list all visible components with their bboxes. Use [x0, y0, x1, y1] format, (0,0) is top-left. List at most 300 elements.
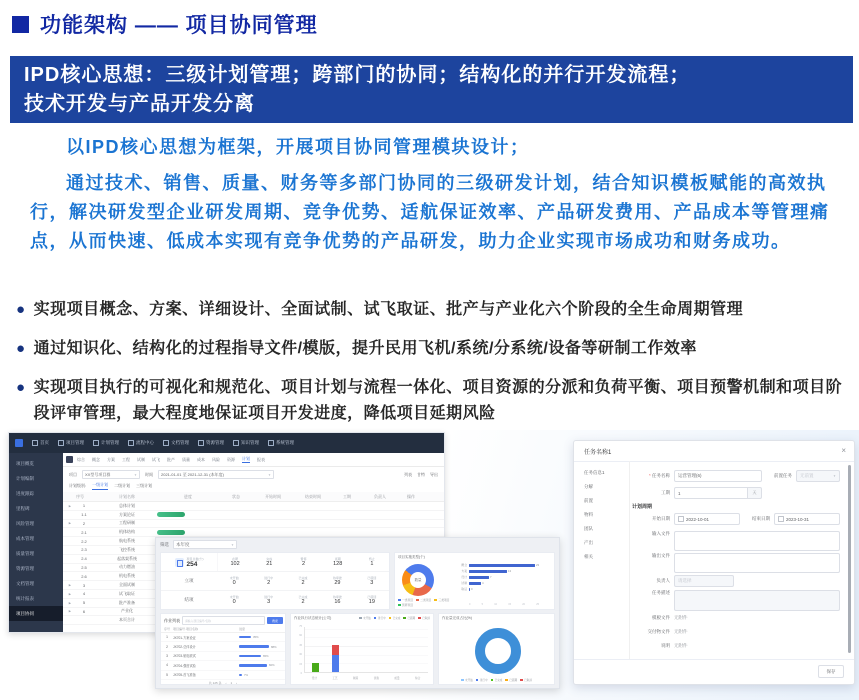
row-number: 2.1: [81, 529, 87, 535]
workload-donut-panel: [438, 613, 555, 685]
stat-cell: [251, 595, 285, 606]
app1-tab[interactable]: 风险: [212, 456, 220, 462]
duration-unit: 天: [748, 487, 762, 499]
dashboard-filter-select[interactable]: 本年度 ▼: [173, 540, 237, 549]
table-header-cell: 计划名称: [119, 493, 135, 499]
legend-swatch: [359, 617, 362, 620]
nav-module-icon: [32, 440, 38, 446]
app1-tab[interactable]: 质量: [182, 456, 190, 462]
view-link[interactable]: 列表: [404, 471, 412, 477]
stat-label: 暂停: [300, 556, 307, 561]
app1-nav-item[interactable]: [128, 440, 154, 446]
stat-label: 进行中: [264, 575, 274, 580]
task-form: [630, 461, 846, 660]
worklist-row-no: 1: [166, 635, 168, 640]
worklist-row[interactable]: [161, 652, 285, 661]
stat-value: 16: [334, 599, 341, 606]
worklist-row-no: 5: [166, 672, 168, 677]
app1-filter-row: [63, 467, 444, 481]
output-files-label: 输出文件: [652, 553, 670, 558]
progress-cell: [157, 504, 219, 509]
legend-swatch: [403, 617, 406, 620]
stat-value: 29: [334, 580, 341, 587]
app1-sidebar-item[interactable]: 统计报表: [16, 596, 34, 601]
app1-sidebar-item[interactable]: 质量管理: [16, 551, 34, 556]
legend-item: [374, 616, 386, 620]
expand-triangle-icon[interactable]: ▶: [68, 609, 71, 614]
intro-p2: 通过技术、销售、质量、财务等多部门协同的三级研发计划，结合知识模板赋能的高效执行，解决研发型企业研发周期、竞争优势、适航保证效率、产品研发费用、产品成本等管理痛点，从而快速、低成本实现有竞争优势的产品研发，助力企业实现市场成功和财务成功。: [30, 173, 830, 251]
dialog-menu-item[interactable]: 分解: [584, 484, 593, 489]
stat-label: 已完成: [298, 575, 308, 580]
bar-slot: [326, 627, 347, 672]
axis-tick: 25: [536, 603, 539, 606]
type-legend: [398, 598, 454, 607]
stat-cell: [320, 576, 354, 587]
hbar-label: 概念: [461, 563, 467, 567]
stat-cell: [217, 595, 251, 606]
start-date-input[interactable]: 2022-10-01: [674, 513, 740, 525]
owner-input[interactable]: 请选择: [674, 575, 734, 587]
worklist-search-button[interactable]: 搜索: [267, 617, 283, 624]
legend-item: [398, 598, 413, 602]
bar-slot: [346, 627, 367, 672]
total-value: 254: [186, 560, 198, 568]
app1-nav-item[interactable]: [93, 440, 119, 446]
dialog-menu-item[interactable]: 物料: [584, 512, 593, 517]
worklist-row[interactable]: [161, 642, 285, 651]
progress-bar: [157, 530, 185, 535]
legend-label: 预研项目: [402, 603, 414, 607]
title-row: [12, 9, 318, 39]
table-header-cell: 开始时间: [265, 493, 281, 499]
bullet-list: [14, 297, 848, 440]
legend-label: 已完成: [494, 679, 503, 682]
nav-module-icon: [163, 440, 169, 446]
filter1-label: 项目: [69, 471, 77, 477]
row-number: 4: [82, 591, 86, 597]
banner-line2: 技术开发与产品开发分离: [24, 93, 255, 115]
app1-sidebar-item[interactable]: 项目概览: [16, 461, 34, 466]
stat-value: 128: [333, 561, 343, 568]
legend-swatch: [505, 679, 508, 682]
pagination-page[interactable]: 1: [230, 681, 233, 686]
nav-item-label: 项目管理: [66, 440, 84, 445]
bullet-item: [14, 375, 848, 427]
nav-item-label: 文档管理: [171, 440, 189, 445]
pre-task-select[interactable]: 无前置 ▼: [796, 470, 840, 482]
legend-label: 进行中: [479, 679, 488, 682]
row-number: 2.4: [81, 556, 87, 562]
plan-level-3[interactable]: 三级计划: [136, 483, 153, 488]
app1-sidebar-item[interactable]: 资源管理: [16, 566, 34, 571]
progress-bar: [157, 512, 185, 517]
stats-row-start: [161, 572, 389, 591]
bar-segment-green: [312, 663, 319, 672]
hbar-label: 试制: [461, 581, 467, 585]
row-number: 1.1: [81, 512, 87, 518]
legend-label: 已超期: [509, 679, 518, 682]
app1-sidebar-item[interactable]: 进度跟踪: [16, 491, 34, 496]
row3-label: 结项: [184, 597, 194, 602]
app1-view-links: [404, 472, 438, 478]
axis-category: 工艺: [332, 677, 338, 680]
axis-category: 试验: [373, 677, 379, 680]
owner-label: 负责人: [656, 578, 670, 583]
expand-triangle-icon[interactable]: ▶: [68, 583, 71, 588]
axis-tick: 10: [494, 603, 497, 606]
progress-cell: [157, 530, 219, 535]
app1-tab[interactable]: 批产: [167, 456, 175, 462]
dialog-footer: [574, 659, 854, 684]
dialog-menu-item[interactable]: 前置: [584, 498, 593, 503]
worklist-progress-pct: 88%: [271, 644, 277, 649]
chevron-down-icon: ▼: [268, 472, 271, 477]
worklist-row[interactable]: [161, 633, 285, 642]
stat-label: 待审批: [332, 594, 342, 599]
app1-tab[interactable]: 成本: [197, 456, 205, 462]
axis-tick: 30: [299, 653, 302, 657]
plan-name: 起落架系统: [117, 555, 137, 561]
view-link[interactable]: 甘特: [417, 471, 425, 477]
hbar: [469, 582, 481, 585]
bullet-text: 实现项目概念、方案、详细设计、全面试制、试飞取证、批产与产业化六个阶段的全生命周期管理: [33, 301, 744, 318]
legend-item: [398, 603, 413, 607]
axis-category: 综合: [415, 677, 421, 680]
app1-tab[interactable]: 资源: [227, 456, 235, 462]
app1-table-header: [63, 492, 444, 502]
app1-sidebar-item[interactable]: 项目协同: [9, 606, 63, 621]
row-number: 2: [82, 520, 86, 526]
axis-tick: 75: [299, 625, 302, 628]
app1-tab[interactable]: 报表: [257, 456, 265, 462]
status-chart-panel: [290, 613, 434, 685]
legend-label: 进行中: [377, 617, 386, 620]
table-row[interactable]: [63, 502, 444, 511]
stat-cell: [251, 576, 285, 587]
worklist-rows: [161, 633, 285, 680]
worklist-progress-bar: [239, 674, 242, 677]
dialog-menu-item[interactable]: 产出: [584, 540, 593, 545]
input-files-label: 输入文件: [652, 531, 670, 536]
app1-sidebar-item[interactable]: 风险管理: [16, 521, 34, 526]
app1-top-navbar: [9, 433, 444, 453]
axis-tick: 45: [299, 643, 302, 647]
screenshot-dashboard: [155, 537, 560, 689]
app1-nav-item[interactable]: [268, 440, 294, 446]
screenshot-task-dialog: [573, 440, 855, 685]
plan-name: 产业化: [121, 608, 133, 614]
nav-module-icon: [58, 440, 64, 446]
worklist-row-name: JX705-首飞准备: [173, 673, 196, 678]
app1-tab[interactable]: 试制: [137, 456, 145, 462]
filter2-daterange[interactable]: 2021-01-01 至 2021-12-31 (本年度) ▼: [158, 470, 274, 479]
legend-item: [434, 598, 449, 602]
axis-tick: 0: [300, 671, 302, 675]
legend-label: 已超期: [407, 617, 416, 620]
row-number: 5: [82, 600, 86, 606]
app1-nav-item[interactable]: [163, 440, 189, 446]
stat-value: 2: [301, 599, 305, 606]
legend-label: 一类项目: [402, 598, 414, 602]
table-header-cell: 序号: [76, 493, 84, 499]
stat-cell: [218, 557, 252, 568]
app1-sidebar-item[interactable]: 文档管理: [16, 581, 34, 586]
workload-donut-legend: [441, 678, 552, 682]
axis-tick: 20: [522, 603, 525, 606]
bullet-item: [14, 297, 848, 323]
chevron-down-icon: ▼: [833, 474, 836, 478]
legend-item: [476, 678, 488, 682]
expand-triangle-icon[interactable]: ▶: [68, 521, 71, 526]
row-number: 1: [82, 503, 86, 509]
worklist-row[interactable]: [161, 661, 285, 670]
worklist-row-name: JX702-总体设计: [173, 645, 196, 650]
dialog-menu-item[interactable]: 任务信息1: [584, 470, 605, 475]
app1-logo-icon: [15, 439, 23, 447]
worklist-panel: [160, 613, 286, 685]
stats-row-total: [161, 553, 389, 572]
worklist-row-no: 3: [166, 653, 168, 658]
hbar-value: 13: [508, 569, 512, 573]
legend-item: [520, 678, 532, 682]
app1-nav-item[interactable]: [198, 440, 224, 446]
legend-label: 三类项目: [438, 598, 450, 602]
app1-sidebar-item[interactable]: 计划编制: [16, 476, 34, 481]
app1-nav-item[interactable]: [233, 440, 259, 446]
legend-item: [491, 678, 503, 682]
stat-cell: [320, 595, 354, 606]
app1-tab[interactable]: 综合: [77, 456, 85, 462]
legend-item: [359, 616, 371, 620]
pre-task-label: 前置任务: [774, 473, 792, 478]
axis-tick: 5: [481, 603, 483, 606]
stat-label: 未开始: [229, 575, 239, 580]
hbar: [469, 588, 470, 591]
output-files-textarea[interactable]: [674, 553, 840, 573]
total-label: 项目总数(个): [186, 556, 204, 561]
nav-item-label: 资源管理: [206, 440, 224, 445]
app1-sidebar: [9, 453, 63, 632]
sidebar-collapse-icon[interactable]: [66, 456, 73, 463]
project-doc-icon: [175, 558, 184, 567]
plan-name: 动力燃油: [119, 564, 135, 570]
chevron-down-icon: ▼: [231, 542, 234, 547]
page-title: 功能架构 —— 项目协同管理: [40, 14, 318, 37]
stat-cell: [286, 557, 320, 568]
stat-label: 完成: [266, 556, 273, 561]
x-axis-categories: [304, 676, 428, 680]
plan-name: 飞控系统: [119, 546, 135, 552]
stat-cell: [252, 557, 286, 568]
type-donut-chart: [402, 564, 434, 596]
stats-row-close: [161, 591, 389, 609]
worklist-table-header: [161, 626, 285, 633]
bullet-item: [14, 336, 848, 362]
worklist-header-cell: 项目编号·项目名称: [173, 627, 198, 631]
bar-segment-blue: [332, 655, 339, 672]
ipd-banner: [10, 56, 853, 123]
table-row[interactable]: [63, 520, 444, 529]
note-label: 说明: [661, 643, 670, 648]
plan-level-1[interactable]: 一级计划: [92, 482, 108, 490]
stat-value: 1: [370, 561, 374, 568]
table-row[interactable]: [63, 528, 444, 537]
expand-triangle-icon[interactable]: ▶: [68, 600, 71, 605]
app1-sidebar-item[interactable]: 成本管理: [16, 536, 34, 541]
table-header-cell: 结束时间: [305, 493, 321, 499]
nav-module-icon: [128, 440, 134, 446]
dialog-menu-item[interactable]: 团队: [584, 526, 593, 531]
app1-tab[interactable]: 工程: [122, 456, 130, 462]
pagination-next[interactable]: ›: [236, 681, 238, 686]
axis-category: 制造: [353, 677, 359, 680]
bullet-dot-icon: ●: [16, 340, 26, 357]
nav-item-label: 系统管理: [276, 440, 294, 445]
stat-label: 终止: [368, 556, 375, 561]
nav-item-label: 知识管理: [241, 440, 259, 445]
stat-cell: [355, 595, 389, 606]
app1-tab[interactable]: 试飞: [152, 456, 160, 462]
stat-value: 0: [232, 599, 236, 606]
app1-tab[interactable]: 概念: [92, 456, 100, 462]
input-files-textarea[interactable]: [674, 531, 840, 551]
dialog-menu-item[interactable]: 相关: [584, 554, 593, 559]
nav-module-icon: [268, 440, 274, 446]
app1-project-tabs: [63, 453, 444, 467]
app1-nav-item[interactable]: [58, 440, 84, 446]
pagination-prev[interactable]: ‹: [225, 681, 227, 686]
legend-item: [505, 678, 517, 682]
dashboard-filter-label: 筛选: [160, 541, 169, 547]
app1-plan-level-row: [63, 481, 444, 492]
bar-slot: [408, 627, 429, 672]
worklist-row-name: JX703-航电联试: [173, 654, 196, 659]
worklist-progress-pct: 82%: [269, 663, 275, 668]
dialog-header: [574, 441, 854, 462]
axis-category: 质量: [394, 677, 400, 680]
desc-textarea[interactable]: [674, 590, 840, 611]
plan-name: 批产准备: [119, 599, 135, 605]
plan-level-label: 计划级别:: [69, 483, 87, 488]
legend-item: [389, 616, 401, 620]
hbar: [469, 576, 489, 579]
title-square-icon: [12, 16, 29, 33]
app1-nav-item[interactable]: [32, 440, 49, 446]
table-row[interactable]: [63, 511, 444, 520]
plan-name: 机电系统: [119, 573, 135, 579]
worklist-row-name: JX701-方案论证: [173, 635, 196, 640]
nav-item-label: 计划管理: [101, 440, 119, 445]
table-header-cell: 操作: [407, 493, 415, 499]
total-cell: [161, 553, 218, 571]
duration-input[interactable]: 1: [674, 487, 748, 499]
worklist-progress-bar: [239, 664, 267, 667]
stat-value: 19: [368, 599, 375, 606]
app1-tab[interactable]: 计划: [242, 456, 250, 461]
plan-period-section: 计划周期: [632, 504, 653, 510]
axis-tick: 60: [299, 634, 302, 638]
axis-tick: 0: [469, 603, 471, 606]
donut-center-label: 数量: [410, 572, 426, 588]
expand-triangle-icon[interactable]: ▶: [68, 503, 71, 508]
calendar-icon: [678, 516, 684, 522]
pagination-total: 共 125 条: [208, 681, 222, 686]
worklist-progress-pct: 35%: [253, 635, 259, 640]
worklist-row[interactable]: [161, 671, 285, 680]
status-chart-legend: [359, 616, 430, 620]
project-type-panel: [394, 552, 555, 610]
legend-label: 未开始: [363, 617, 371, 620]
row-number: 2.3: [81, 547, 87, 553]
task-name-input[interactable]: 运营管理(6): [674, 470, 762, 482]
app1-sidebar-item[interactable]: 里程碑: [16, 506, 30, 511]
nav-item-label: 首页: [40, 440, 49, 445]
hbar-value: 0: [471, 587, 473, 591]
plan-name: 方案论证: [119, 511, 135, 517]
filter2-label: 时间: [145, 471, 153, 477]
status-chart-title: 作业执行状态统计(公司): [294, 616, 332, 620]
table-header-cell: 进度: [184, 493, 192, 499]
worklist-search-input[interactable]: 请输入项目编号/名称: [182, 616, 265, 625]
expand-triangle-icon[interactable]: ▶: [68, 591, 71, 596]
legend-item: [461, 678, 473, 682]
nav-module-icon: [233, 440, 239, 446]
table-header-cell: 状态: [232, 493, 240, 499]
row-number: 2.6: [81, 573, 87, 579]
hbar-label: 设计: [461, 575, 467, 579]
template-file-label: 模板文件: [652, 615, 670, 620]
start-date-label: 开始日期: [652, 516, 670, 521]
stat-value: 2: [301, 580, 305, 587]
save-button[interactable]: 保存: [818, 665, 844, 678]
legend-item: [416, 598, 431, 602]
end-date-input[interactable]: 2023-10-31: [774, 513, 840, 525]
worklist-progress-pct: 7%: [244, 672, 249, 677]
plan-level-2[interactable]: 二级计划: [114, 483, 131, 488]
legend-label: 已取消: [524, 679, 532, 682]
row-number: 6: [82, 608, 86, 614]
worklist-progress-bar: [239, 645, 269, 648]
legend-swatch: [476, 679, 479, 682]
row2-label: 立项: [184, 578, 194, 583]
hbar-label: 方案: [461, 569, 467, 573]
progress-cell: [157, 521, 219, 526]
stat-value: 3: [370, 580, 374, 587]
hbar-row: [457, 586, 551, 592]
plan-name: 工程研制: [119, 520, 135, 526]
row-number: 3: [82, 582, 86, 588]
bar-slot: [367, 627, 388, 672]
hbar-value: 23: [536, 563, 540, 567]
close-icon[interactable]: ×: [841, 446, 846, 455]
stat-value: 21: [266, 561, 273, 568]
plan-name: 试飞取证: [119, 590, 135, 596]
view-link[interactable]: 导出: [430, 471, 438, 477]
bullet-dot-icon: ●: [16, 379, 26, 396]
filter1-select[interactable]: XX型号项目群 ▼: [82, 470, 140, 479]
row-number: 2.2: [81, 538, 87, 544]
nav-item-label: 流程中心: [136, 440, 154, 445]
legend-label: 未开始: [465, 679, 473, 682]
app1-tab[interactable]: 方案: [107, 456, 115, 462]
bar-slot: [387, 627, 408, 672]
legend-swatch: [398, 604, 401, 607]
plan-name: 本页合计: [119, 617, 135, 623]
dialog-scrollbar[interactable]: [848, 465, 851, 653]
bullet-text: 通过知识化、结构化的过程指导文件/模版，提升民用飞机/系统/分系统/设备等研制工作效率: [33, 340, 697, 357]
y-axis-ticks: [293, 625, 302, 675]
stat-label: 已驳回: [367, 575, 377, 580]
